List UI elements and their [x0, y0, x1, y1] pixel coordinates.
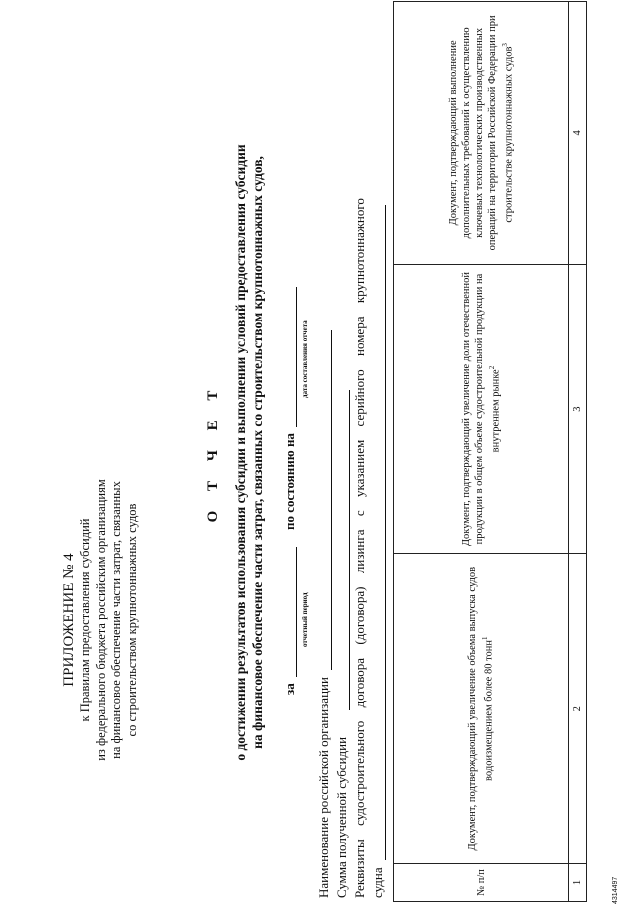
requisites-end: судна	[370, 867, 385, 898]
report-title: О Т Ч Е Т	[205, 382, 221, 523]
requisites-word: (договора)	[352, 586, 367, 645]
org-name-fill-line	[331, 330, 332, 670]
requisites-word: крупнотоннажного	[352, 198, 367, 304]
report-subtitle	[232, 120, 266, 785]
appendix-line: на финансовое обеспечение части затрат, связанных	[109, 481, 123, 759]
requisites-word: с	[352, 510, 367, 517]
footnote-mark: 3	[500, 43, 509, 47]
date-fill-line	[296, 287, 297, 427]
column-number-cell: 2	[569, 554, 587, 864]
period-fill-line	[296, 547, 297, 677]
appendix-line: из федерального бюджета российским организациям	[93, 479, 108, 761]
requisites-word: указанием	[352, 439, 367, 498]
appendix-header	[60, 470, 140, 770]
period-caption: отчетный период	[301, 592, 309, 647]
header-cell-volume	[394, 554, 569, 864]
header-text: Документ, подтверждающий увеличение доли отечественной продукции в общем объеме судостроительной продукции на внутреннем рынке	[460, 272, 502, 547]
report-subtitle-line: о достижении результатов использования субсидии и выполнении условий предоставления субсидии	[233, 144, 248, 761]
header-cell-share	[394, 264, 569, 554]
requisites-fill-line	[385, 205, 386, 860]
subsidy-sum-label: Сумма полученной субсидии	[334, 736, 349, 898]
documents-table	[393, 1, 587, 902]
header-cell-number: № п/п	[394, 864, 569, 902]
header-text: Документ, подтверждающий увеличение объема выпуска судов водоизмещением более 80 тонн	[467, 566, 495, 851]
requisites-word: судостроительного	[352, 720, 367, 826]
footnote-mark: 2	[487, 365, 496, 370]
requisites-word: номера	[352, 316, 367, 356]
date-prefix: по состоянию на	[282, 433, 297, 530]
appendix-title: ПРИЛОЖЕНИЕ № 4	[61, 553, 77, 687]
requisites-line	[352, 198, 368, 898]
report-subtitle-line: на финансовое обеспечение части затрат, связанных со строительством крупнотоннажных судов,	[250, 156, 265, 749]
column-number-cell: 4	[569, 2, 587, 265]
requisites-word: договора	[352, 657, 367, 708]
subsidy-sum-fill-line	[349, 390, 350, 710]
table-number-row	[569, 2, 587, 902]
table-header-row	[394, 2, 569, 902]
requisites-word: лизинга	[352, 529, 367, 574]
appendix-line: со строительством крупнотоннажных судов	[124, 503, 139, 737]
org-name-label: Наименование российской организации	[316, 677, 331, 898]
period-prefix: за	[282, 683, 297, 695]
footnote-mark: 1	[481, 636, 490, 640]
column-number-cell: 3	[569, 264, 587, 554]
column-number-cell: 1	[569, 864, 587, 902]
appendix-line: к Правилам предоставления субсидий	[78, 518, 92, 722]
header-cell-requirements	[394, 2, 569, 265]
document-id: 4314497	[612, 876, 619, 904]
requisites-word: Реквизиты	[352, 839, 367, 898]
header-text: Документ, подтверждающий выполнение дополнительных требований к осуществлению ключевых технологических производственных операций на территории Российской Федерации при строительстве крупнотоннажных судов	[447, 15, 515, 251]
date-caption: дата составления отчета	[301, 320, 309, 398]
requisites-word: серийного	[352, 369, 367, 427]
